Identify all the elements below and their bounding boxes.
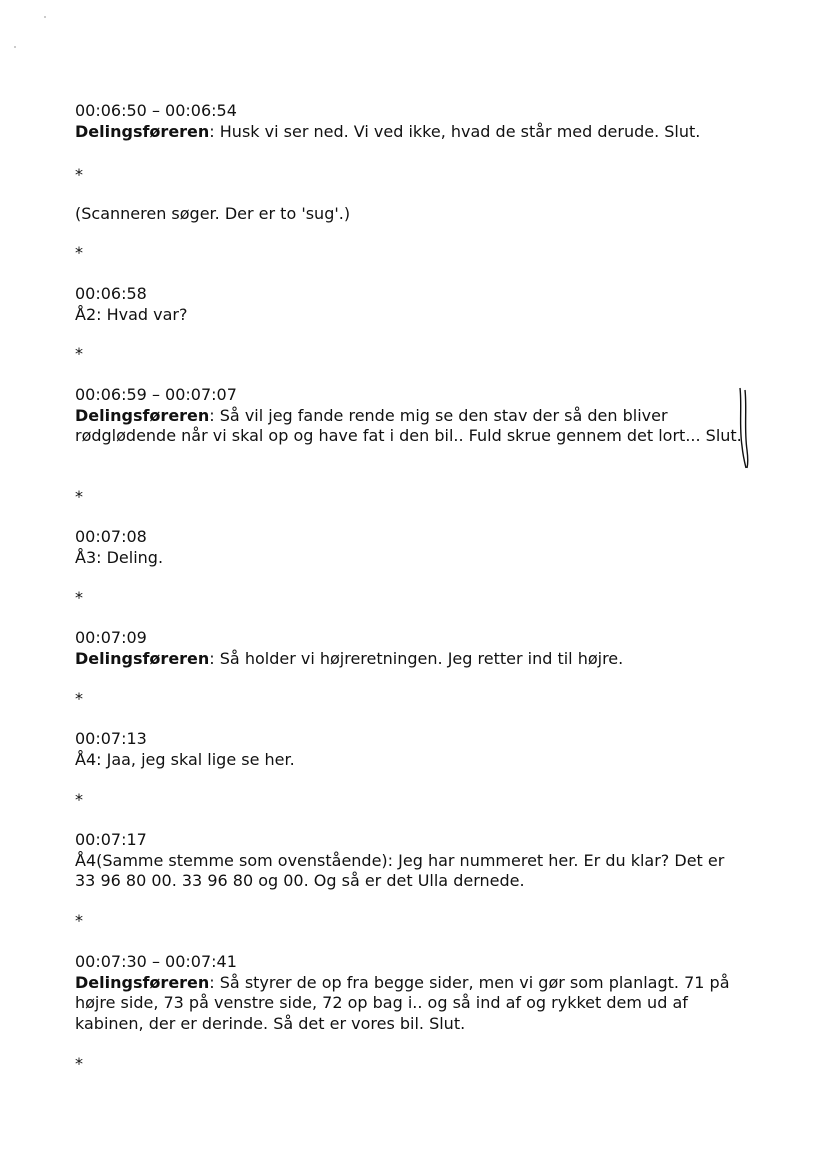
- utterance: Å2: Hvad var?: [75, 304, 188, 324]
- speaker-name: Delingsføreren: [75, 405, 210, 425]
- timestamp: 00:06:59 – 00:07:07: [75, 385, 237, 404]
- separator: *: [75, 165, 83, 184]
- utterance: Å4: Jaa, jeg skal lige se her.: [75, 749, 295, 769]
- transcript-entry: [75, 385, 745, 447]
- speaker-name: Delingsføreren: [75, 972, 210, 992]
- timestamp: 00:07:30 – 00:07:41: [75, 952, 237, 971]
- transcript-entry: [75, 527, 745, 568]
- separator: *: [75, 243, 83, 262]
- utterance: Å4(Samme stemme som ovenstående): Jeg har nummeret her. Er du klar? Det er 33 96 80 00. 33 96 80 og 00. Og så er det Ulla dernede.: [75, 850, 725, 890]
- timestamp: 00:07:17: [75, 830, 147, 849]
- transcript-entry: [75, 284, 745, 325]
- separator: *: [75, 1054, 83, 1073]
- timestamp: 00:06:58: [75, 284, 147, 303]
- transcript-entry: [75, 628, 745, 669]
- margin-bracket-mark: [736, 386, 756, 474]
- speaker-name: Delingsføreren: [75, 648, 210, 668]
- timestamp: 00:06:50 – 00:06:54: [75, 101, 237, 120]
- separator: *: [75, 487, 83, 506]
- separator: *: [75, 344, 83, 363]
- speaker-name: Delingsføreren: [75, 121, 210, 141]
- separator: *: [75, 790, 83, 809]
- separator: *: [75, 588, 83, 607]
- utterance: : Husk vi ser ned. Vi ved ikke, hvad de står med derude. Slut.: [209, 121, 701, 141]
- timestamp: 00:07:13: [75, 729, 147, 748]
- transcript-entry: [75, 952, 745, 1034]
- separator: *: [75, 689, 83, 708]
- transcript-entry: [75, 101, 745, 142]
- transcript-entry: [75, 729, 745, 770]
- scan-speck: [14, 46, 16, 48]
- note-text: (Scanneren søger. Der er to 'sug'.): [75, 204, 351, 223]
- scan-speck: [44, 16, 46, 18]
- timestamp: 00:07:09: [75, 628, 147, 647]
- separator: *: [75, 911, 83, 930]
- utterance: : Så holder vi højreretningen. Jeg retter ind til højre.: [209, 648, 624, 668]
- utterance: : Så vil jeg fande rende mig se den stav der så den bliver rødglødende når vi skal op og have fat i den bil.. Fuld skrue gennem det lort... Slut.: [75, 405, 742, 445]
- scanner-note: [75, 204, 745, 225]
- transcript-entry: [75, 830, 745, 892]
- utterance: Å3: Deling.: [75, 547, 164, 567]
- utterance: : Så styrer de op fra begge sider, men vi gør som planlagt. 71 på højre side, 73 på venstre side, 72 op bag i.. og så ind af og rykket dem ud af kabinen, der er derinde. Så det er vores bil. Slut.: [75, 972, 730, 1033]
- timestamp: 00:07:08: [75, 527, 147, 546]
